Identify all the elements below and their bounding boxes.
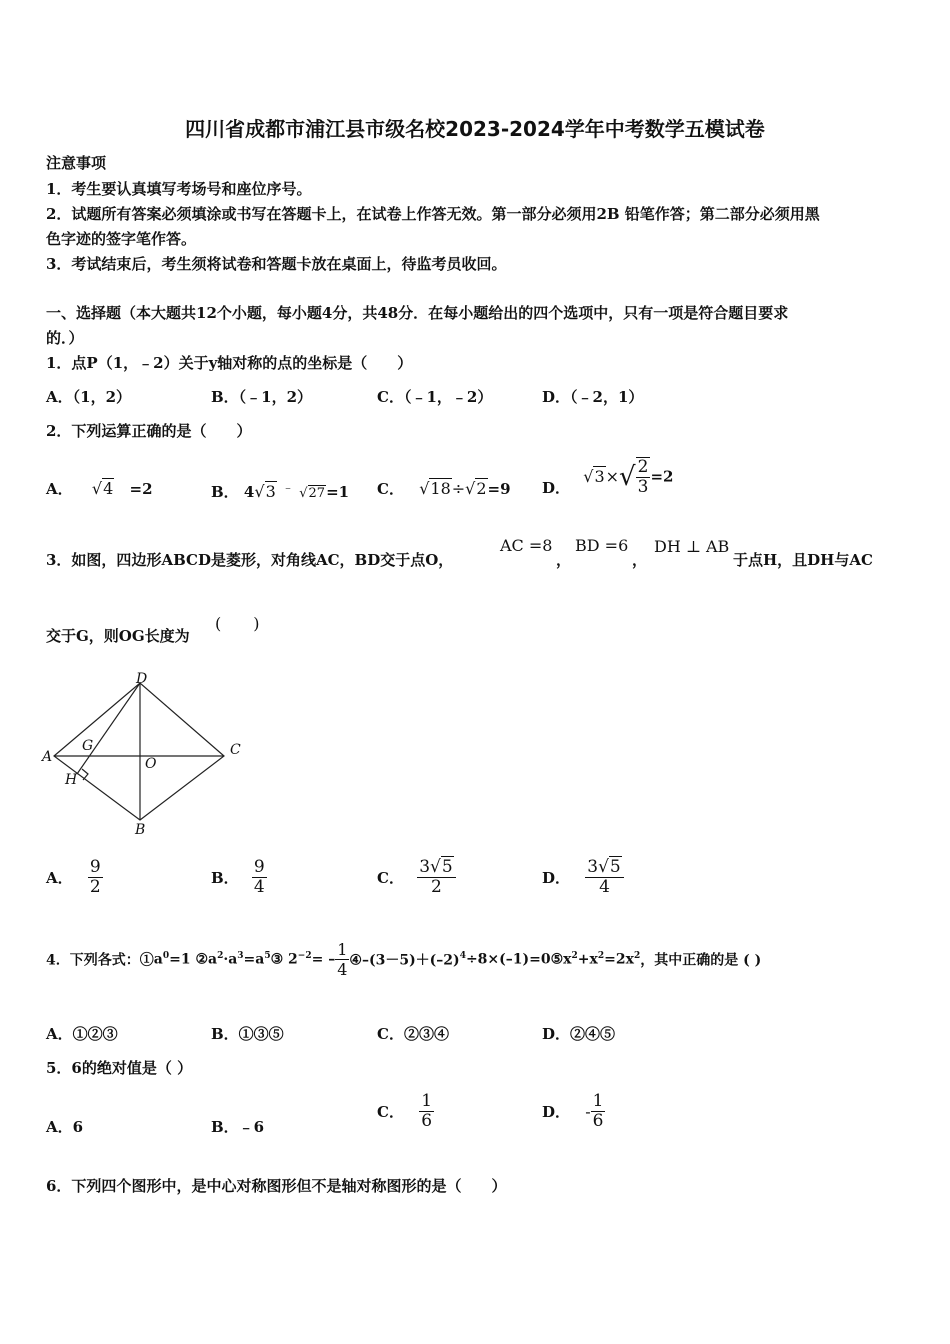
q3-a-numerator: 9 — [89, 857, 101, 877]
label-h: H — [65, 772, 78, 788]
q4-part: ·a — [223, 951, 238, 968]
q5-d-label: D． — [542, 1103, 571, 1121]
q2-option-c[interactable] — [377, 478, 511, 499]
q3-c-label: C． — [377, 869, 404, 887]
q4-part: =a — [243, 951, 265, 968]
q3-c-denominator: 2 — [417, 877, 456, 897]
q4-option-d[interactable]: D．②④⑤ — [542, 1025, 616, 1043]
q3-sep-1: ， — [556, 551, 572, 569]
q4-sup: 2 — [597, 950, 605, 961]
q3-ac-condition: AC =8 — [500, 536, 553, 555]
q4-option-b[interactable]: B．①③⑤ — [211, 1025, 284, 1043]
q4-part: 4．下列各式：① — [46, 952, 154, 969]
q5-c-fraction — [419, 1092, 434, 1131]
sqrt-symbol: √ — [619, 461, 636, 492]
q5-option-b[interactable]: B．﹣6 — [211, 1118, 265, 1136]
page-title: 四川省成都市浦江县市级名校2023-2024学年中考数学五模试卷 — [185, 117, 765, 141]
q3-sep-2: ， — [632, 551, 648, 569]
question-2-stem: 2．下列运算正确的是（ ） — [46, 422, 252, 440]
q3-d-fraction: $\frac{3√5}{4}$ — [585, 858, 624, 897]
q4-part: =1 ②a — [169, 951, 218, 968]
q4-sup: 0 — [162, 950, 170, 961]
q3-bd-condition: BD =6 — [575, 536, 629, 555]
sqrt-symbol: √18 — [419, 479, 451, 498]
q4-fraction — [335, 940, 349, 979]
q4-part: ，其中正确的是 ( ) — [640, 952, 762, 969]
q3-b-label: B． — [211, 869, 239, 887]
q4-sup: 5 — [264, 950, 271, 961]
q3-d-label: D． — [542, 869, 571, 887]
q4-sup: 3 — [237, 950, 244, 961]
section-heading-cont: 的．） — [46, 329, 84, 347]
notice-item-1: 1．考生要认真填写考场号和座位序号。 — [46, 180, 312, 198]
q4-part: ÷8×(–1)=0⑤x — [465, 951, 572, 968]
q3-c-coef: 3 — [419, 857, 431, 877]
right-angle-mark — [82, 769, 88, 780]
q4-sup: 2 — [571, 950, 578, 961]
q4-sup: 2 — [217, 950, 224, 961]
q4-denominator: 4 — [337, 960, 348, 979]
q2-option-a[interactable] — [46, 478, 153, 499]
section-heading: 一、选择题（本大题共12个小题，每小题4分，共48分．在每小题给出的四个选项中，只有一项是符合题目要求 — [46, 304, 789, 322]
rhombus-abcd — [54, 683, 224, 820]
question-5-stem: 5．6的绝对值是（ ） — [46, 1059, 193, 1077]
question-3-stem-2: 于点H，且DH与AC — [733, 551, 873, 569]
q2-c-radicand-1: 18 — [430, 479, 451, 498]
q2-d-times: × — [605, 467, 620, 486]
q4-part: = – — [311, 951, 336, 968]
q2-c-radicand-2: 2 — [476, 479, 487, 498]
sqrt-symbol: √3 — [254, 482, 276, 501]
question-6-stem: 6．下列四个图形中，是中心对称图形但不是轴对称图形的是（ ） — [46, 1177, 507, 1195]
question-3-stem: 3．如图，四边形ABCD是菱形，对角线AC，BD交于点O， — [46, 551, 454, 569]
q2-a-radicand: 4 — [103, 479, 114, 498]
q2-d-denominator: 3 — [637, 476, 649, 497]
q5-d-numerator: 1 — [592, 1091, 604, 1111]
q5-d-denominator: 6 — [592, 1111, 604, 1131]
q2-b-coef: 4 — [243, 483, 255, 501]
q2-a-tail: =2 — [129, 480, 153, 498]
q4-part: a — [153, 951, 163, 968]
q5-c-denominator: 6 — [421, 1111, 433, 1131]
q4-option-c[interactable]: C．②③④ — [377, 1025, 449, 1043]
q3-a-fraction — [88, 858, 103, 897]
q5-option-d[interactable] — [542, 1092, 605, 1131]
q5-d-fraction — [591, 1092, 606, 1131]
q1-option-c[interactable]: C．（﹣1，﹣2） — [377, 388, 493, 406]
sqrt-symbol: √3 — [583, 467, 605, 486]
q3-answer-paren: ( ) — [215, 614, 260, 633]
q2-option-d[interactable] — [542, 455, 673, 498]
q4-part: +x — [577, 951, 598, 968]
label-b: B — [135, 822, 146, 836]
q3-b-fraction — [252, 858, 267, 897]
q3-d-denominator: 4 — [585, 877, 624, 897]
q4-numerator: 1 — [337, 940, 348, 959]
q2-c-div: ÷ — [451, 479, 466, 498]
q2-c-tail: =9 — [487, 480, 511, 498]
q3-option-c[interactable] — [377, 858, 456, 897]
q2-option-b[interactable] — [211, 478, 349, 502]
q2-d-radicand-1: 3 — [594, 467, 605, 486]
q2-b-minus: ﹣ — [281, 480, 294, 494]
q4-option-a[interactable]: A．①②③ — [46, 1025, 118, 1043]
q1-option-b[interactable]: B．（﹣1，2） — [211, 388, 313, 406]
q2-d-fraction — [636, 457, 651, 497]
q3-option-d[interactable] — [542, 858, 624, 897]
q3-d-radicand: 5 — [609, 857, 621, 877]
question-4-stem — [46, 940, 761, 979]
notice-heading: 注意事项 — [46, 154, 107, 172]
question-1-stem: 1．点P（1，﹣2）关于y轴对称的点的坐标是（ ） — [46, 354, 413, 372]
sqrt-symbol: √2 — [465, 479, 487, 498]
q3-a-denominator: 2 — [89, 877, 101, 897]
q5-d-minus: - — [585, 1102, 591, 1121]
q2-d-label: D． — [542, 479, 571, 497]
q2-b-tail: =1 — [326, 483, 350, 501]
q2-a-label: A． — [46, 480, 73, 498]
q5-option-c[interactable] — [377, 1092, 434, 1131]
label-c: C — [230, 742, 241, 758]
notice-item-3: 3．考试结束后，考生须将试卷和答题卡放在桌面上，待监考员收回。 — [46, 255, 507, 273]
q4-sup: 2 — [633, 950, 641, 961]
q4-part: =2x — [604, 951, 634, 968]
q3-b-numerator: 9 — [253, 857, 265, 877]
question-3-stem-3: 交于G，则OG长度为 — [46, 627, 190, 645]
q5-c-numerator: 1 — [421, 1091, 433, 1111]
sqrt-symbol: √27 — [299, 486, 326, 501]
q3-dh-condition: DH ⊥ AB — [654, 537, 730, 556]
q5-option-a[interactable]: A．6 — [46, 1118, 84, 1136]
q2-d-tail: =2 — [650, 467, 674, 486]
sqrt-symbol: √4 — [91, 479, 114, 498]
rhombus-figure — [40, 668, 255, 836]
notice-item-2-cont: 色字迹的签字笔作答。 — [46, 230, 197, 248]
q4-sup: 4 — [459, 950, 466, 961]
q2-d-numerator: 2 — [637, 456, 649, 477]
q3-a-label: A． — [46, 869, 73, 887]
q3-option-a[interactable] — [46, 858, 103, 897]
q1-option-a[interactable]: A．（1，2） — [46, 388, 132, 406]
q4-sup: −2 — [297, 950, 312, 961]
q5-c-label: C． — [377, 1103, 404, 1121]
label-o: O — [145, 756, 157, 772]
q3-c-radicand: 5 — [441, 857, 453, 877]
q3-d-coef: 3 — [587, 857, 599, 877]
q2-b-radicand-2: 27 — [308, 486, 326, 501]
notice-item-2: 2．试题所有答案必须填涂或书写在答题卡上，在试卷上作答无效。第一部分必须用2B 铅笔作答；第二部分必须用黑 — [46, 205, 820, 223]
q3-option-b[interactable] — [211, 858, 267, 897]
q2-b-radicand-1: 3 — [265, 482, 276, 501]
q3-b-denominator: 4 — [253, 877, 265, 897]
q4-part: ③ 2 — [270, 951, 298, 968]
q1-option-d[interactable]: D．（﹣2，1） — [542, 388, 644, 406]
label-a: A — [42, 749, 53, 765]
label-d: D — [136, 671, 148, 687]
q3-c-fraction: $\frac{3√5}{2}$ — [417, 858, 456, 897]
label-g: G — [82, 738, 94, 754]
q2-c-label: C． — [377, 480, 404, 498]
q2-b-label: B． — [211, 483, 239, 501]
q4-part: ④–(3－5)＋(–2) — [349, 952, 460, 969]
